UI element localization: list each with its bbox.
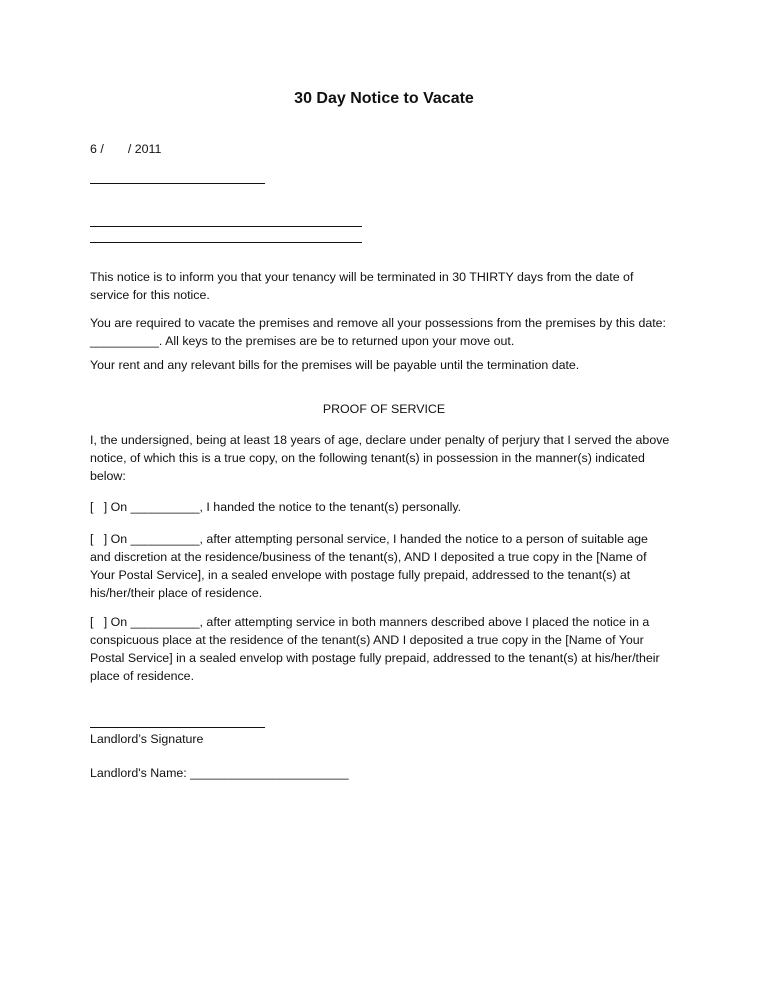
- service-option-line: his/her/their place of residence.: [90, 586, 263, 600]
- rent-paragraph: Your rent and any relevant bills for the premises will be payable until the termination date.: [90, 358, 580, 372]
- signature-label: Landlord’s Signature: [90, 732, 204, 746]
- recipient-name-blank: [90, 183, 265, 184]
- signature-blank: [90, 727, 265, 728]
- vacate-paragraph-line: __________. All keys to the premises are be to returned upon your move out.: [90, 334, 515, 348]
- proof-of-service-heading: PROOF OF SERVICE: [322, 402, 446, 416]
- date-line: 6 / / 2011: [90, 142, 162, 156]
- service-option-line: place of residence.: [90, 669, 195, 683]
- declaration-line: below:: [90, 469, 126, 483]
- service-option-substituted: [90, 530, 680, 602]
- service-option-posting: [90, 613, 680, 685]
- address-blank-line-2: [90, 242, 362, 243]
- service-option-line: [ ] On __________, after attempting service in both manners described above I placed the notice in a: [90, 615, 650, 629]
- service-option-line: Your Postal Service], in a sealed envelope with postage fully prepaid, addressed to the tenant(s) at: [90, 568, 631, 582]
- termination-paragraph-line: This notice is to inform you that your tenancy will be terminated in 30 THIRTY days from the date of: [90, 270, 634, 284]
- service-option-line: [ ] On __________, after attempting personal service, I handed the notice to a person of suitable age: [90, 532, 648, 546]
- vacate-paragraph-line: You are required to vacate the premises and remove all your possessions from the premises by this date:: [90, 316, 667, 330]
- service-option-line: and discretion at the residence/business of the tenant(s), AND I deposited a true copy in the [Name of: [90, 550, 647, 564]
- service-option-personal: [ ] On __________, I handed the notice to the tenant(s) personally.: [90, 500, 462, 514]
- address-blank-line-1: [90, 226, 362, 227]
- termination-paragraph-line: service for this notice.: [90, 288, 210, 302]
- vacate-paragraph: [90, 314, 680, 350]
- declaration-line: I, the undersigned, being at least 18 years of age, declare under penalty of perjury that I served the above: [90, 433, 670, 447]
- landlord-name-line: Landlord's Name: _______________________: [90, 766, 349, 780]
- service-option-line: Postal Service] in a sealed envelop with postage fully prepaid, addressed to the tenant(s) at his/her/their: [90, 651, 660, 665]
- declaration-paragraph: [90, 431, 680, 485]
- service-option-line: conspicuous place at the residence of the tenant(s) AND I deposited a true copy in the [Name of Your: [90, 633, 644, 647]
- declaration-line: notice, of which this is a true copy, on the following tenant(s) in possession in the manner(s) indicated: [90, 451, 645, 465]
- document-title: 30 Day Notice to Vacate: [294, 90, 474, 107]
- termination-paragraph: [90, 268, 680, 304]
